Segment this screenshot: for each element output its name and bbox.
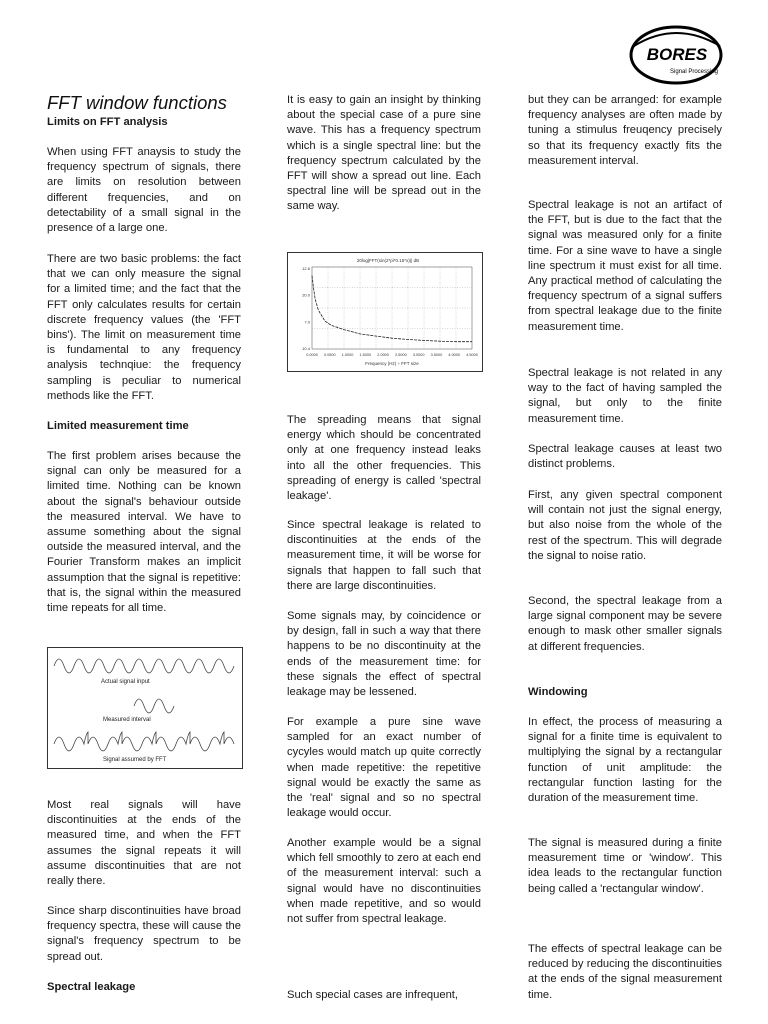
assumed-signal-wave: [54, 732, 234, 751]
paragraph: The spreading means that signal energy which should be concentrated only at one frequency instead leaks into all the other frequencies. This spreading of energy is called 'spectral leakage'.: [287, 414, 481, 503]
paragraph: There are two basic problems: the fact that we can only measure the signal for a limited time; and the fact that the FFT only calculates results for certain discrete frequency values (the 'FFT bins'). The limit on measurement time is fundamental to any frequency analysis technqiue: the frequency sampling is peculiar to numerical methods like the FFT.: [47, 253, 241, 402]
y-tick-label: 12.6: [302, 266, 310, 271]
paragraph: In effect, the process of measuring a signal for a finite time is equivalent to multiplying the signal by a rectangular function of unit amplitude: the rectangular function lasting for the duration of the measurement time.: [528, 716, 722, 805]
paragraph: Spectral leakage causes at least two distinct problems.: [528, 443, 722, 471]
paragraph: Spectral leakage is not related in any way to the fact of having sampled the signal, but only to the finite measurement time.: [528, 367, 722, 425]
grid: [312, 267, 472, 349]
x-tick-label: 2.5000: [395, 353, 407, 357]
bores-logo: [628, 24, 724, 86]
paragraph: The first problem arises because the signal can only be measured for a limited time. Nothing can be known about the signal's behaviour outside the measured interval. We have to assume something about the signal outside the measured interval, and the Fourier Transform makes an implicit assumption that the signal is repetitive: that is, the signal within the measured time repeats for all time.: [47, 450, 241, 615]
paragraph: Since sharp discontinuities have broad frequency spectra, these will cause the signal's frequency spectrum to be spread out.: [47, 905, 241, 963]
paragraph: First, any given spectral component will contain not just the signal energy, but also noise from the whole of the rest of the spectrum. This will degrade the signal to noise ratio.: [528, 489, 722, 562]
heading-spectral-leakage: Spectral leakage: [47, 981, 136, 993]
x-tick-label: 0.0000: [306, 353, 318, 357]
x-tick-label: 3.0000: [412, 353, 425, 357]
paragraph: Second, the spectral leakage from a large signal component may be severe enough to mask other smaller signals at different frequencies.: [528, 595, 722, 653]
x-tick-label: 2.0000: [377, 353, 389, 357]
x-tick-label: 1.5000: [359, 353, 372, 357]
logo-brand-text: BORES: [646, 45, 708, 64]
label-measured-interval: Measured interval: [103, 717, 151, 723]
heading-limits: Limits on FFT analysis: [47, 116, 168, 128]
y-tick-label: 10.4: [302, 346, 310, 351]
spectrum-line: [312, 276, 472, 342]
paragraph: Another example would be a signal which fell smoothly to zero at each end of the measurement interval: such a signal would have no discontinuities when made repetitive, and so would not suffer from spectral leakage.: [287, 837, 481, 926]
page-title: FFT window functions: [47, 92, 227, 113]
paragraph: The signal is measured during a finite measurement time or 'window'. This idea leads to the rectangular function being called a 'rectangular window'.: [528, 837, 722, 895]
x-axis-label: Frequency (Hz) ÷ FFT size: [365, 361, 419, 366]
paragraph: Most real signals will have discontinuities at the ends of the measured time, and when the FFT assumes the signal repeats it will assume discontinuities that are not really there.: [47, 799, 241, 888]
y-tick-label: 20.0: [302, 292, 310, 298]
paragraph: Such special cases are infrequent,: [287, 989, 459, 1001]
measured-interval-wave: [134, 699, 174, 713]
paragraph: The effects of spectral leakage can be reduced by reducing the discontinuities at the ends of the signal measurement time.: [528, 943, 722, 1001]
x-tick-label: 4.0000: [448, 353, 461, 357]
y-tick-labels: [302, 266, 311, 351]
paragraph: It is easy to gain an insight by thinking about the special case of a pure sine wave. This has a frequency spectrum which is a single spectral line: but the frequency spectrum calculated by the FFT will show a spread out line. Each spectral line will be spread out in the same way.: [287, 94, 481, 213]
chart-title: 20log|FFT(sin(2*pi*0.15*x))| dB: [356, 258, 420, 263]
paragraph: Since spectral leakage is related to discontinuities at the ends of the measurement time, it will be worse for signals that happen to fall such that there are large discontinuities.: [287, 519, 481, 592]
label-actual-signal: Actual signal input: [101, 679, 150, 685]
signal-figure: [47, 647, 243, 769]
logo-tagline-text: Signal Processing: [669, 69, 719, 75]
paragraph: Some signals may, by coincidence or by design, fall in such a way that there happens to be no discontinuity at the ends of the measurement time: for these signals the effect of spectral leakage may be lessened.: [287, 610, 481, 699]
x-tick-label: 1.0000: [341, 353, 354, 357]
heading-windowing: Windowing: [528, 686, 588, 698]
paragraph: but they can be arranged: for example frequency analyses are often made by tuning a stimulus freuqency precisely so that its frequency exactly fits the measurement interval.: [528, 94, 722, 167]
paragraph: When using FFT anaysis to study the frequency spectrum of signals, there are limits on resolution between different frequencies, and on detectability of a small signal in the presence of a large one.: [47, 146, 241, 235]
heading-limited-time: Limited measurement time: [47, 420, 189, 432]
x-tick-labels: [306, 353, 478, 357]
spectrum-chart: [287, 252, 483, 372]
x-tick-label: 3.5000: [430, 353, 443, 357]
paragraph: Spectral leakage is not an artifact of the FFT, but is due to the fact that the signal was measured only for a finite time. For a sine wave to have a single line spectrum it must exist for all time. Any practical method of calculating the frequency spectrum of a signal suffers from spectral leakage due to the finite measurement time.: [528, 199, 722, 333]
x-tick-label: 4.5000: [466, 353, 478, 357]
paragraph: For example a pure sine wave sampled for an exact number of cycyles would match up quite correctly when made repetitive: the repetitive signal would be exactly the same as the 'real' signal and so no spectral leakage would occur.: [287, 716, 481, 820]
actual-signal-wave: [54, 659, 234, 673]
label-assumed-signal: Signal assumed by FFT: [103, 757, 167, 763]
x-tick-label: 0.0500: [323, 353, 336, 357]
y-tick-label: 7.0: [304, 319, 310, 325]
